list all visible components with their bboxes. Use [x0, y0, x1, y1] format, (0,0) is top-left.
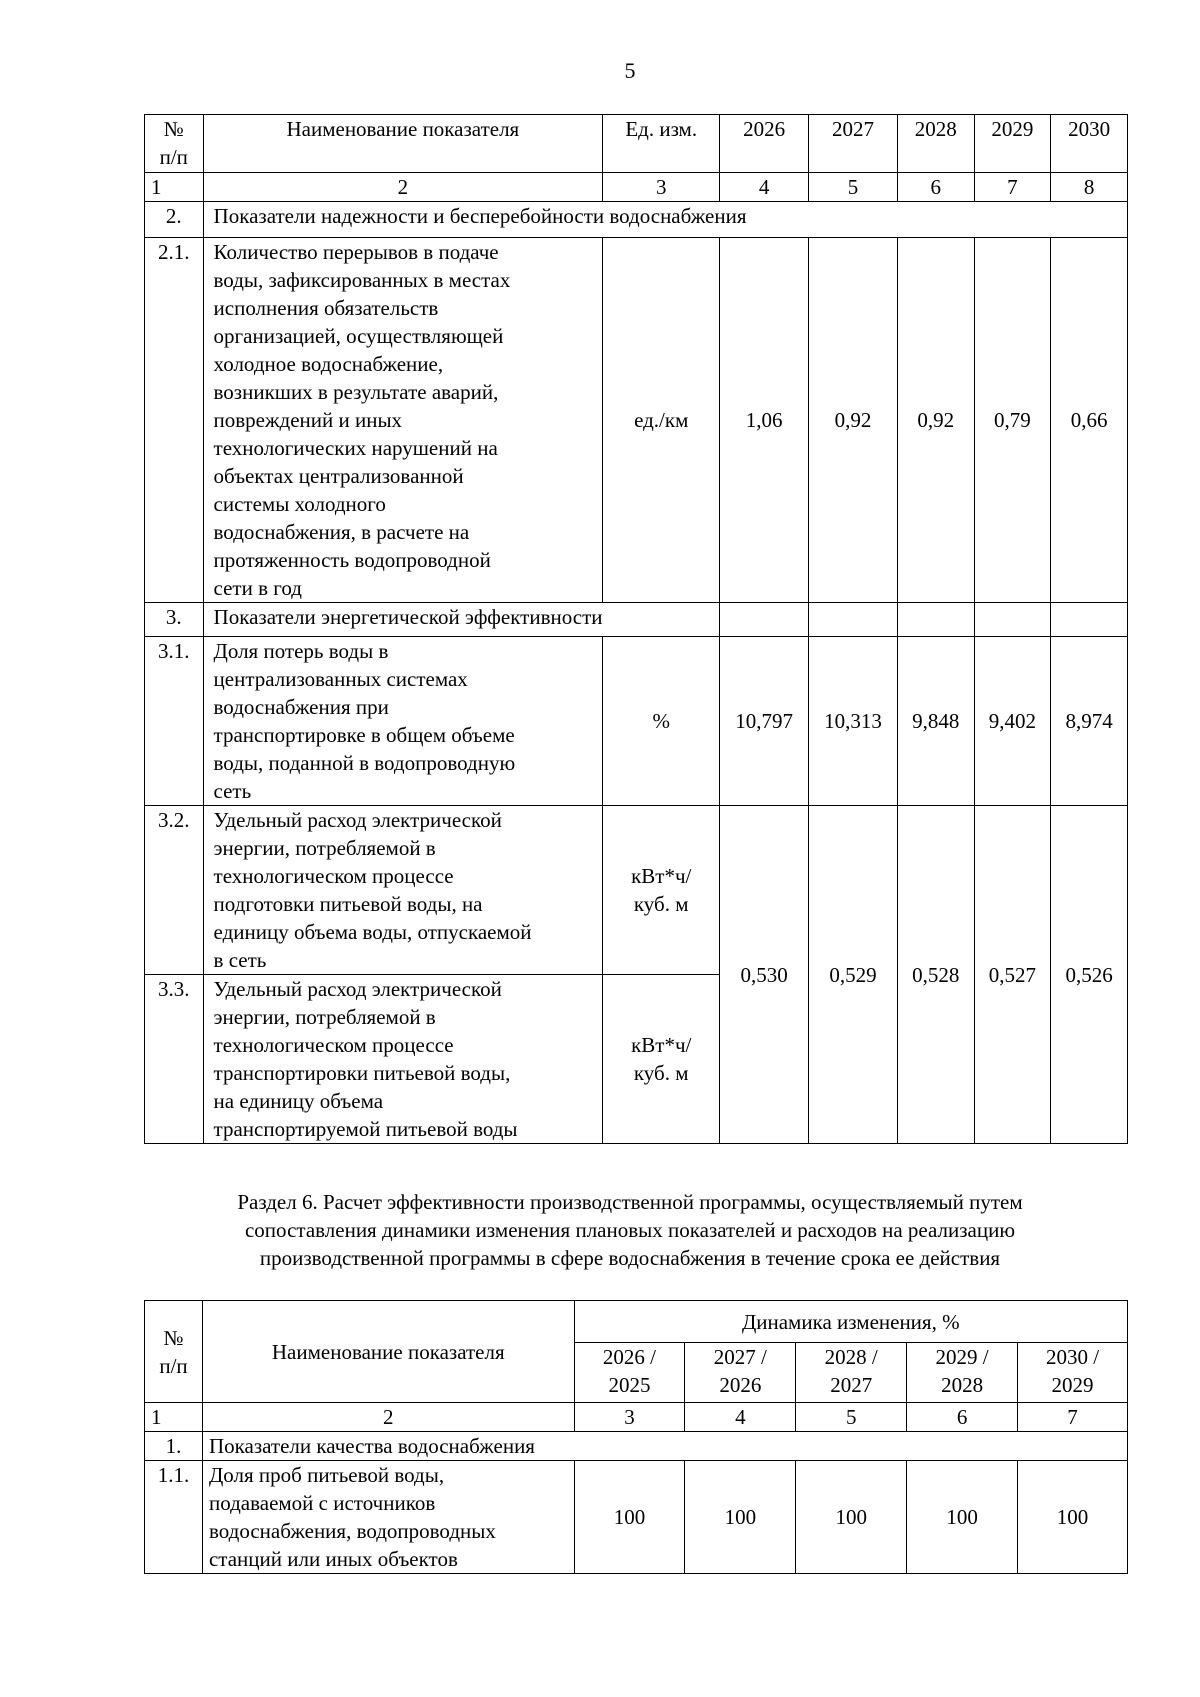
col-number: 1 [145, 1403, 203, 1432]
header-year: 2027 [809, 115, 898, 173]
unit-cell: кВт*ч/ куб. м [603, 975, 720, 1144]
table-row [145, 1461, 1128, 1574]
value-cell: 0,66 [1051, 238, 1128, 603]
header-year: 2028 [897, 115, 974, 173]
merged-value-cell: 0,529 [809, 806, 898, 1144]
empty-cell [809, 603, 898, 637]
section-num: 2. [145, 202, 204, 238]
value-cell: 9,402 [974, 637, 1051, 806]
value-cell: 10,313 [809, 637, 898, 806]
unit-cell: кВт*ч/ куб. м [603, 806, 720, 975]
header-year: 2029 [974, 115, 1051, 173]
section-title: Показатели надежности и бесперебойности водоснабжения [203, 202, 1127, 238]
row-num: 2.1. [145, 238, 204, 603]
header-period: 2027 / 2026 [685, 1343, 796, 1403]
value-cell: 8,974 [1051, 637, 1128, 806]
value-cell: 100 [685, 1461, 796, 1574]
table-header-row [145, 115, 1128, 173]
section-row [145, 603, 1128, 637]
col-number: 6 [897, 173, 974, 202]
header-period: 2029 / 2028 [907, 1343, 1018, 1403]
col-number: 8 [1051, 173, 1128, 202]
header-dynamics: Динамика изменения, % [574, 1301, 1127, 1343]
section-title: Показатели энергетической эффективности [203, 603, 720, 637]
col-number: 2 [202, 1403, 574, 1432]
empty-cell [897, 603, 974, 637]
indicator-name: Количество перерывов в подаче воды, зафиксированных в местах исполнения обязательств организацией, осуществляющей холодное водоснабжение, возникших в результате аварий, повреждений и иных технологических нарушений на объектах централизованной системы холодного водоснабжения, в расчете на протяженность водопроводной сети в год [203, 238, 603, 603]
col-number: 4 [720, 173, 809, 202]
section-num: 3. [145, 603, 204, 637]
unit-cell: % [603, 637, 720, 806]
table-row [145, 238, 1128, 603]
header-period: 2028 / 2027 [796, 1343, 907, 1403]
value-cell: 0,79 [974, 238, 1051, 603]
row-num: 3.1. [145, 637, 204, 806]
table-row [145, 806, 1128, 975]
indicator-name: Удельный расход электрической энергии, потребляемой в технологическом процессе подготовки питьевой воды, на единицу объема воды, отпускаемой в сеть [203, 806, 603, 975]
merged-value-cell: 0,527 [974, 806, 1051, 1144]
header-period: 2030 / 2029 [1018, 1343, 1128, 1403]
merged-value-cell: 0,530 [720, 806, 809, 1144]
header-year: 2026 [720, 115, 809, 173]
col-number: 4 [685, 1403, 796, 1432]
value-cell: 0,92 [897, 238, 974, 603]
col-number: 6 [907, 1403, 1018, 1432]
value-cell: 100 [796, 1461, 907, 1574]
value-cell: 1,06 [720, 238, 809, 603]
col-number: 5 [796, 1403, 907, 1432]
page-number: 5 [624, 58, 636, 83]
table-header-row [145, 1301, 1128, 1343]
empty-cell [1051, 603, 1128, 637]
value-cell: 9,848 [897, 637, 974, 806]
col-number: 2 [203, 173, 603, 202]
header-num: № п/п [145, 1301, 203, 1403]
header-num: № п/п [145, 115, 204, 173]
header-year: 2030 [1051, 115, 1128, 173]
header-name: Наименование показателя [203, 115, 603, 173]
empty-cell [974, 603, 1051, 637]
section-num: 1. [145, 1432, 203, 1461]
merged-value-cell: 0,526 [1051, 806, 1128, 1144]
table-row [145, 637, 1128, 806]
indicators-table [144, 114, 1128, 1144]
indicator-name: Доля проб питьевой воды, подаваемой с источников водоснабжения, водопроводных станций или иных объектов [202, 1461, 574, 1574]
empty-cell [720, 603, 809, 637]
col-number: 1 [145, 173, 204, 202]
section-title: Показатели качества водоснабжения [202, 1432, 1127, 1461]
col-number: 7 [974, 173, 1051, 202]
col-number: 3 [574, 1403, 685, 1432]
header-unit: Ед. изм. [603, 115, 720, 173]
header-period: 2026 / 2025 [574, 1343, 685, 1403]
value-cell: 100 [574, 1461, 685, 1574]
value-cell: 10,797 [720, 637, 809, 806]
value-cell: 100 [907, 1461, 1018, 1574]
row-num: 3.2. [145, 806, 204, 975]
section-row [145, 202, 1128, 238]
col-number: 3 [603, 173, 720, 202]
row-num: 3.3. [145, 975, 204, 1144]
section-row [145, 1432, 1128, 1461]
row-num: 1.1. [145, 1461, 203, 1574]
section-6-heading: Раздел 6. Расчет эффективности производственной программы, осуществляемый путем сопоставления динамики изменения плановых показателей и расходов на реализацию производственной программы в сфере водоснабжения в течение срока ее действия [237, 1190, 1023, 1270]
unit-cell: ед./км [603, 238, 720, 603]
indicator-name: Доля потерь воды в централизованных системах водоснабжения при транспортировке в общем объеме воды, поданной в водопроводную сеть [203, 637, 603, 806]
merged-value-cell: 0,528 [897, 806, 974, 1144]
header-name: Наименование показателя [202, 1301, 574, 1403]
value-cell: 100 [1018, 1461, 1128, 1574]
value-cell: 0,92 [809, 238, 898, 603]
efficiency-table [144, 1300, 1128, 1574]
indicator-name: Удельный расход электрической энергии, потребляемой в технологическом процессе транспортировки питьевой воды, на единицу объема транспортируемой питьевой воды [203, 975, 603, 1144]
column-number-row [145, 1403, 1128, 1432]
col-number: 7 [1018, 1403, 1128, 1432]
col-number: 5 [809, 173, 898, 202]
column-number-row [145, 173, 1128, 202]
